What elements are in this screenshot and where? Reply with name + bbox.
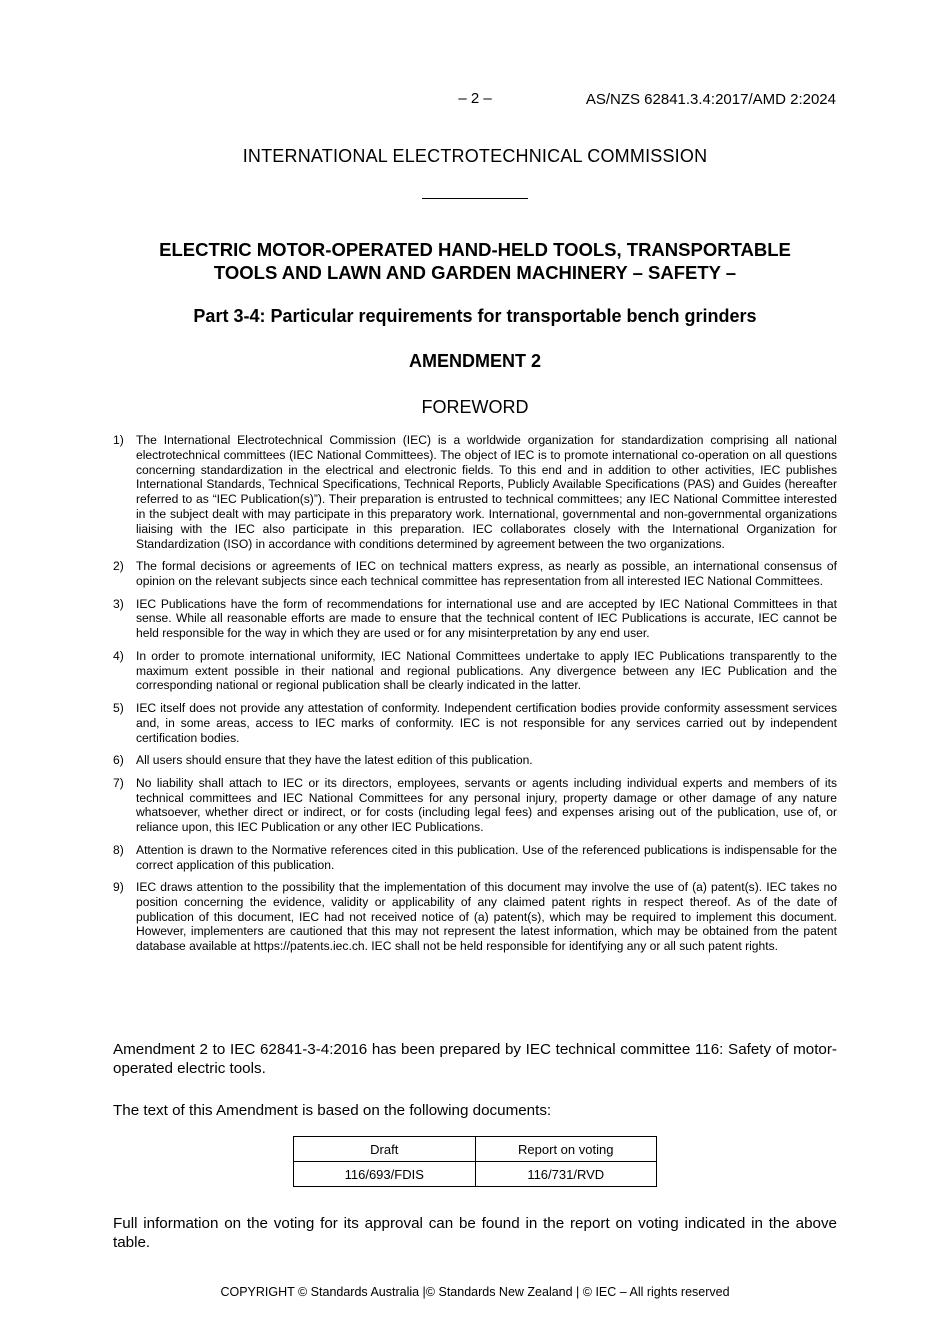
part-title: Part 3-4: Particular requirements for transportable bench grinders [193,306,757,326]
voting-info-paragraph: Full information on the voting for its approval can be found in the report on voting indicated in the above table. [113,1215,837,1251]
document-identifier: AS/NZS 62841.3.4:2017/AMD 2:2024 [585,91,836,108]
copyright-footer: COPYRIGHT © Standards Australia |© Standards New Zealand | © IEC – All rights reserved [220,1285,730,1299]
organization-name: INTERNATIONAL ELECTROTECHNICAL COMMISSION [242,146,708,166]
table-row [294,1162,657,1187]
prepared-by-paragraph: Amendment 2 to IEC 62841-3-4:2016 has been prepared by IEC technical committee 116: Safety of motor-operated electric tools. [113,1041,837,1077]
item-number: 6) [113,753,124,768]
table-cell: 116/731/RVD [475,1162,657,1187]
foreword-list [113,433,837,962]
item-text: IEC Publications have the form of recommendations for international use and are accepted by IEC National Committees in that sense. While all reasonable efforts are made to ensure that the technical content of IEC Publications is accurate, IEC cannot be held responsible for the way in which they are used or for any misinterpretation by any end user. [136,596,837,641]
item-number: 7) [113,775,124,790]
item-number: 3) [113,596,124,611]
item-text: All users should ensure that they have the latest edition of this publication. [136,753,533,768]
foreword-item [113,753,837,768]
item-number: 9) [113,880,124,895]
title-line-2: TOOLS AND LAWN AND GARDEN MACHINERY – SAFETY – [213,262,737,283]
amendment-label: AMENDMENT 2 [408,351,541,371]
item-number: 5) [113,700,124,715]
item-text: IEC draws attention to the possibility that the implementation of this document may involve the use of (a) patent(s). IEC takes no position concerning the evidence, validity or applicability of any claimed patent rights in respect thereof. As of the date of publication of this document, IEC had not received notice of (a) patent(s), which may be required to implement this document. However, implementers are cautioned that this may not represent the latest information, which may be obtained from the patent database available at https://patents.iec.ch. IEC shall not be held responsible for identifying any or all such patent rights. [136,880,837,954]
item-text: The formal decisions or agreements of IEC on technical matters express, as nearly as possible, an international consensus of opinion on the relevant subjects since each technical committee has representation from all interested IEC National Committees. [136,559,837,588]
table-cell: 116/693/FDIS [294,1162,476,1187]
foreword-item [113,433,837,551]
foreword-item [113,597,837,641]
foreword-item [113,701,837,745]
document-title [80,238,870,284]
table-header-cell: Draft [294,1137,476,1162]
based-on-paragraph: The text of this Amendment is based on the following documents: [113,1102,552,1119]
item-text: IEC itself does not provide any attestation of conformity. Independent certification bodies provide conformity assessment services and, in some areas, access to IEC marks of conformity. IEC is not responsible for any services carried out by independent certification bodies. [136,700,837,745]
title-line-1: ELECTRIC MOTOR-OPERATED HAND-HELD TOOLS, TRANSPORTABLE [159,239,791,260]
item-text: Attention is drawn to the Normative references cited in this publication. Use of the referenced publications is indispensable for the correct application of this publication. [136,842,837,872]
foreword-item [113,880,837,954]
foreword-item [113,843,837,873]
table-header-cell: Report on voting [475,1137,657,1162]
foreword-item [113,649,837,693]
page-number: – 2 – [458,90,492,107]
item-text: The International Electrotechnical Commission (IEC) is a worldwide organization for standardization comprising all national electrotechnical committees (IEC National Committees). The object of IEC is to promote international co-operation on all questions concerning standardization in the electrical and electronic fields. To this end and in addition to other activities, IEC publishes International Standards, Technical Specifications, Technical Reports, Publicly Available Specifications (PAS) and Guides (hereafter referred to as “IEC Publication(s)”). Their preparation is entrusted to technical committees; any IEC National Committee interested in the subject dealt with may participate in this preparatory work. International, governmental and non-governmental organizations liaising with the IEC also participate in this preparation. IEC collaborates closely with the International Organization for Standardization (ISO) in accordance with conditions determined by agreement between the two organizations. [136,433,837,551]
item-text: In order to promote international uniformity, IEC National Committees undertake to apply IEC Publications transparently to the maximum extent possible in their national and regional publications. Any divergence between any IEC Publication and the corresponding national or regional publication shall be clearly indicated in the latter. [136,648,837,693]
item-text: No liability shall attach to IEC or its directors, employees, servants or agents including individual experts and members of its technical committees and IEC National Committees for any personal injury, property damage or other damage of any nature whatsoever, whether direct or indirect, or for costs (including legal fees) and expenses arising out of the publication, use of, or reliance upon, this IEC Publication or any other IEC Publications. [136,775,837,835]
item-number: 2) [113,559,124,574]
foreword-heading: FOREWORD [421,397,529,417]
item-number: 4) [113,648,124,663]
table-header-row [294,1137,657,1162]
foreword-item [113,559,837,589]
foreword-item [113,776,837,835]
item-number: 1) [113,433,124,447]
item-number: 8) [113,842,124,857]
title-divider [422,198,528,199]
documents-table [293,1136,657,1187]
